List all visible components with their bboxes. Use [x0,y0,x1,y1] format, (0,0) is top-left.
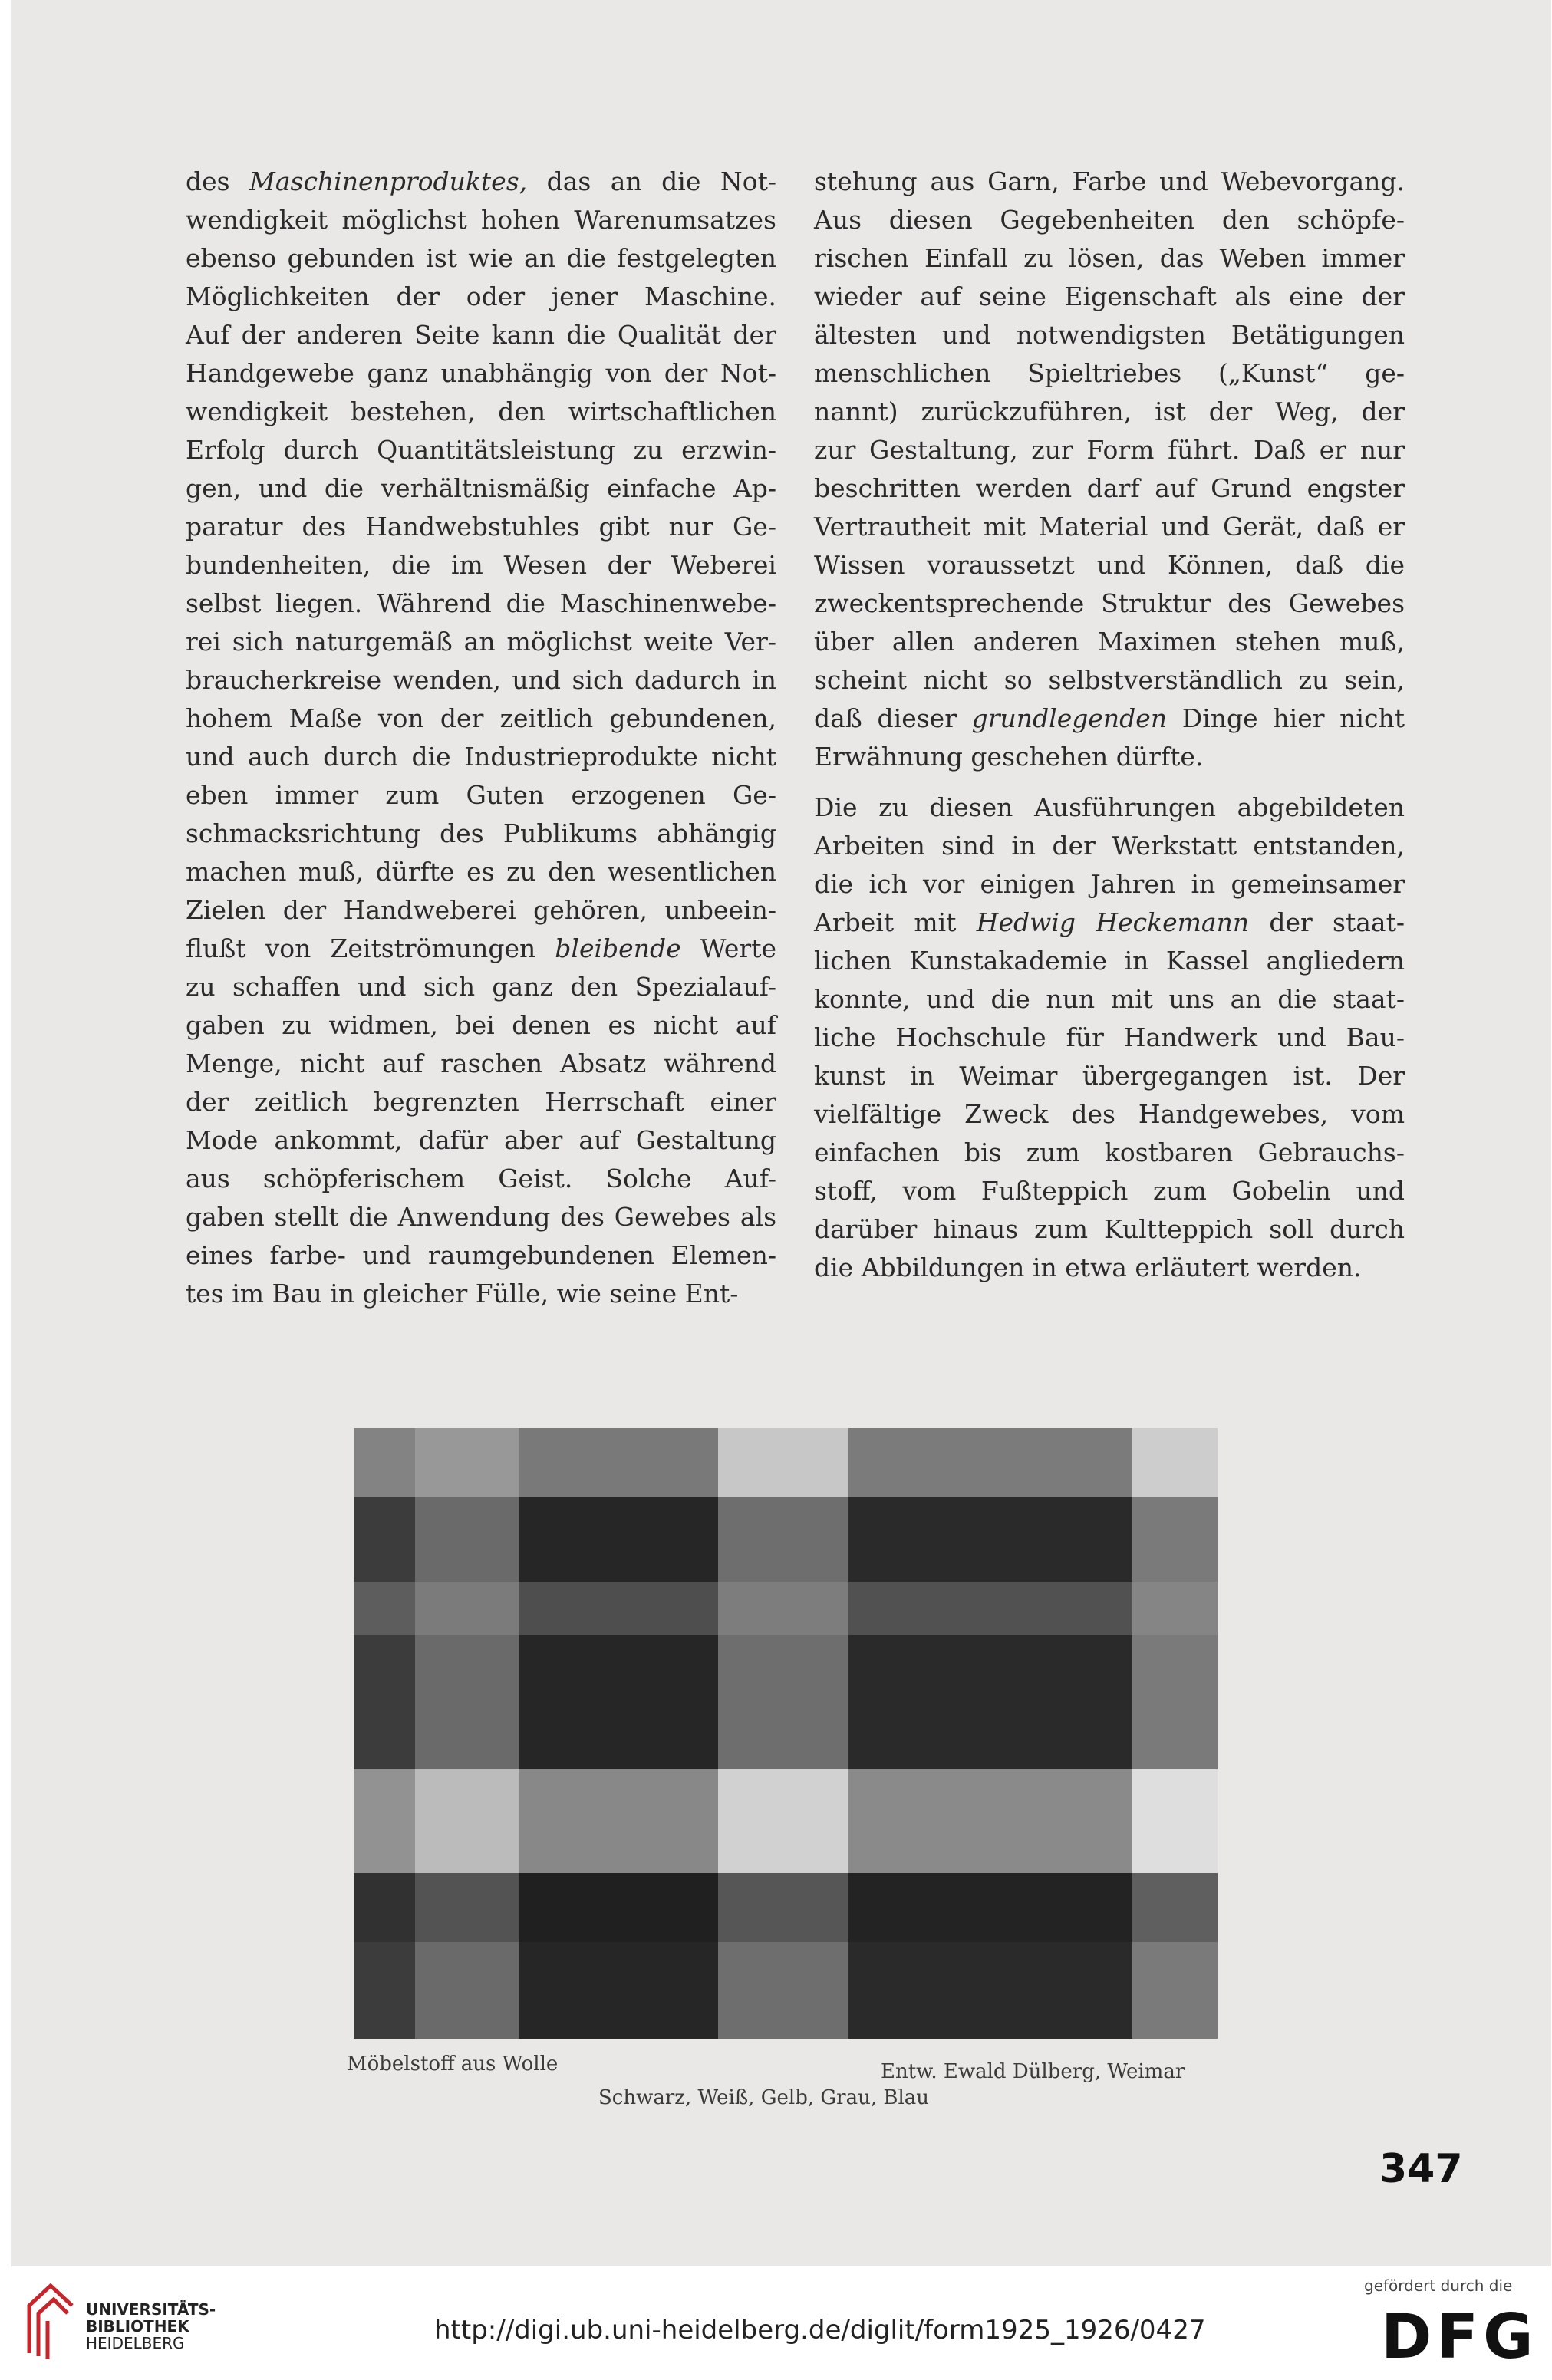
right-paragraph-2 [814,788,1405,1287]
text-line: hohem Maße von der zeitlich gebundenen, [186,703,776,733]
text-line: der zeitlich begrenzten Herrschaft einer [186,1087,776,1117]
text-line: zweckentsprechende Struktur des Gewebes [814,588,1405,618]
text-line: Möglichkeiten der oder jener Maschine. [186,281,776,311]
source-url-link[interactable]: http://digi.ub.uni-heidelberg.de/diglit/form1925_1926/0427 [434,2315,1206,2345]
text-line: schmacksrichtung des Publikums abhängig [186,818,776,848]
caption-title: Möbelstoff aus Wolle [347,2052,559,2076]
text-fragment: Dinge hier nicht [1167,703,1405,733]
text-line: wieder auf seine Eigenschaft als eine der [814,281,1405,311]
right-paragraph-1 [814,163,1405,776]
text-line [814,700,1405,738]
text-line: Menge, nicht auf raschen Absatz während [186,1048,776,1078]
dfg-logo: DFG [1381,2301,1538,2372]
text-line: rei sich naturgemäß an möglichst weite Ver- [186,627,776,657]
text-line: Die zu diesen Ausführungen abgebildeten [814,792,1405,822]
text-line: selbst liegen. Während die Maschinenwebe- [186,588,776,618]
page-number: 347 [1379,2146,1463,2192]
text-line: stoff, vom Fußteppich zum Gobelin und [814,1176,1405,1206]
italic-text: Maschinenproduktes, [249,166,528,196]
text-line: zur Gestaltung, zur Form führt. Daß er nur [814,435,1405,465]
text-line: Mode ankommt, dafür aber auf Gestaltung [186,1125,776,1155]
text-line: nannt) zurückzuführen, ist der Weg, der [814,397,1405,426]
text-line: Vertrautheit mit Material und Gerät, daß er [814,512,1405,542]
plaid-fabric-image [354,1428,1218,2039]
text-line: und auch durch die Industrieprodukte nicht [186,742,776,772]
text-line: scheint nicht so selbstverständlich zu sein, [814,665,1405,695]
text-line: wendigkeit bestehen, den wirtschaftlichen [186,397,776,426]
text-fragment: Arbeit mit [814,907,977,937]
italic-text: Hedwig Heckemann [976,907,1250,937]
text-fragment: des [186,166,250,196]
text-line: Handgewebe ganz unabhängig von der Not- [186,358,776,388]
right-text-column [814,163,1405,1287]
text-line: konnte, und die nun mit uns an die staat- [814,984,1405,1014]
text-fragment: das an die Not- [527,166,776,196]
text-line: Wissen voraussetzt und Können, daß die [814,550,1405,580]
italic-text: bleibende [555,933,681,963]
text-line: menschlichen Spieltriebes („Kunst“ ge- [814,358,1405,388]
caption-designer: Entw. Ewald Dülberg, Weimar [881,2060,1185,2083]
fabric-photo [354,1428,1218,2039]
text-line: Erfolg durch Quantitätsleistung zu erzwin- [186,435,776,465]
text-line [814,904,1405,942]
text-fragment: flußt von Zeitströmungen [186,933,555,963]
italic-text: grundlegenden [971,703,1168,733]
text-line: machen muß, dürfte es zu den wesentlichen [186,857,776,887]
text-line: zu schaffen und sich ganz den Spezialauf- [186,972,776,1002]
caption-colors: Schwarz, Weiß, Gelb, Grau, Blau [598,2086,930,2109]
text-line: stehung aus Garn, Farbe und Webevorgang. [814,166,1405,196]
text-line: rischen Einfall zu lösen, das Weben immer [814,243,1405,273]
text-line: lichen Kunstakademie in Kassel angliedern [814,946,1405,976]
text-line [186,930,776,968]
library-name [86,2301,216,2352]
text-line: Arbeiten sind in der Werkstatt entstanden, [814,831,1405,861]
text-line: ebenso gebunden ist wie an die festgelegten [186,243,776,273]
text-line: bundenheiten, die im Wesen der Weberei [186,550,776,580]
funding-label: gefördert durch die [1364,2276,1513,2295]
text-fragment: daß dieser [814,703,972,733]
text-line: Erwähnung geschehen dürfte. [814,742,1204,772]
library-name-line1: UNIVERSITÄTS- [86,2300,216,2319]
text-line: paratur des Handwebstuhles gibt nur Ge- [186,512,776,542]
text-line: gaben stellt die Anwendung des Gewebes als [186,1202,776,1232]
text-line: einfachen bis zum kostbaren Gebrauchs- [814,1137,1405,1167]
text-line: vielfältige Zweck des Handgewebes, vom [814,1099,1405,1129]
text-line: wendigkeit möglichst hohen Warenumsatzes [186,205,776,235]
text-line: Aus diesen Gegebenheiten den schöpfe- [814,205,1405,235]
text-line: eines farbe- und raumgebundenen Elemen- [186,1240,776,1270]
text-line [186,163,776,201]
text-line: die Abbildungen in etwa erläutert werden. [814,1253,1362,1282]
text-line: beschritten werden darf auf Grund engster [814,473,1405,503]
text-line: Zielen der Handweberei gehören, unbeein- [186,895,776,925]
text-line: gen, und die verhältnismäßig einfache Ap- [186,473,776,503]
text-line: über allen anderen Maximen stehen muß, [814,627,1405,657]
text-fragment: der staat- [1249,907,1405,937]
text-line: darüber hinaus zum Kultteppich soll durch [814,1214,1405,1244]
text-line: braucherkreise wenden, und sich dadurch in [186,665,776,695]
text-line: aus schöpferischem Geist. Solche Auf- [186,1164,776,1193]
left-text-column [186,163,776,1313]
text-line: gaben zu widmen, bei denen es nicht auf [186,1010,776,1040]
text-line: ältesten und notwendigsten Betätigungen [814,320,1405,350]
library-name-line2: BIBLIOTHEK [86,2317,189,2336]
text-line: liche Hochschule für Handwerk und Bau- [814,1022,1405,1052]
library-logo-icon [23,2280,78,2362]
text-line: eben immer zum Guten erzogenen Ge- [186,780,776,810]
library-name-line3: HEIDELBERG [86,2334,185,2352]
text-line: kunst in Weimar übergegangen ist. Der [814,1061,1405,1091]
text-line: die ich vor einigen Jahren in gemeinsamer [814,869,1405,899]
text-line: tes im Bau in gleicher Fülle, wie seine Ent- [186,1279,739,1309]
text-line: Auf der anderen Seite kann die Qualität der [186,320,776,350]
text-fragment: Werte [680,933,776,963]
